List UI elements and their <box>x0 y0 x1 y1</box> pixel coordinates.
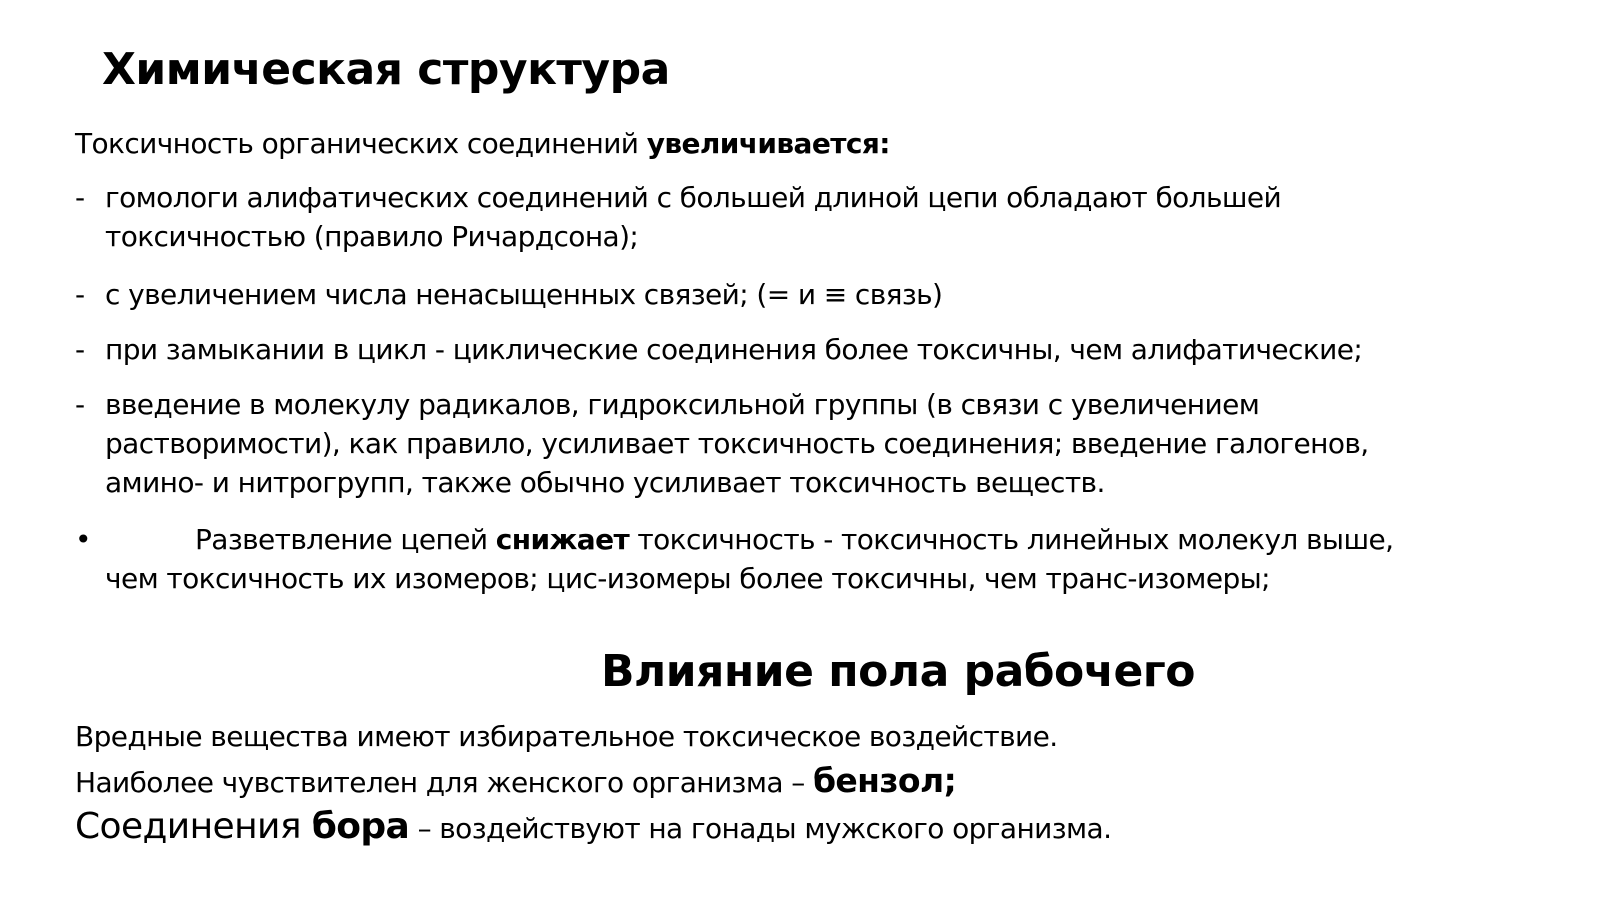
list-item-line: гомологи алифатических соединений с большей длиной цепи обладают большей <box>105 181 1282 214</box>
section-title-worker-gender: Влияние пола рабочего <box>601 646 1196 697</box>
bullet-marker: • <box>75 523 91 556</box>
paragraph-line <box>75 761 956 800</box>
list-item <box>75 330 1525 369</box>
list-marker: - <box>75 181 85 214</box>
list-item-line: токсичностью (правило Ричардсона); <box>105 220 639 253</box>
list-item-line: при замыкании в цикл - циклические соединения более токсичны, чем алифатические; <box>105 333 1363 366</box>
list-marker: - <box>75 333 85 366</box>
list-item-line: с увеличением числа ненасыщенных связей; (= и ≡ связь) <box>105 278 943 311</box>
bullet-line <box>105 520 1525 559</box>
intro-prefix: Токсичность органических соединений <box>75 127 647 160</box>
list-item <box>75 178 1525 256</box>
bullet-item <box>75 520 1525 598</box>
intro-text <box>75 127 890 160</box>
list-marker: - <box>75 278 85 311</box>
list-item-line: введение в молекулу радикалов, гидроксильной группы (в связи с увеличением <box>105 388 1260 421</box>
line3-bold: бора <box>311 806 410 847</box>
line2-prefix: Наиболее чувствителен для женского организма – <box>75 766 813 799</box>
list-marker: - <box>75 388 85 421</box>
bullet-line: чем токсичность их изомеров; цис-изомеры более токсичны, чем транс-изомеры; <box>105 562 1270 595</box>
bullet-bold: снижает <box>495 523 630 556</box>
intro-bold: увеличивается: <box>646 127 890 160</box>
list-item-line: амино- и нитрогрупп, также обычно усиливает токсичность веществ. <box>105 466 1105 499</box>
paragraph-line <box>75 806 1111 847</box>
bullet-suffix: токсичность - токсичность линейных молекул выше, <box>629 523 1394 556</box>
bullet-prefix: Разветвление цепей <box>195 523 496 556</box>
list-item <box>75 275 1525 314</box>
line2-bold: бензол; <box>812 761 957 800</box>
section-title-chemical-structure: Химическая структура <box>102 44 670 95</box>
line3-prefix: Соединения <box>75 806 312 847</box>
list-item-line: растворимости), как правило, усиливает токсичность соединения; введение галогенов, <box>105 427 1369 460</box>
list-item <box>75 385 1525 502</box>
paragraph-line: Вредные вещества имеют избирательное токсическое воздействие. <box>75 720 1058 753</box>
line3-suffix: – воздействуют на гонады мужского организма. <box>409 812 1112 845</box>
